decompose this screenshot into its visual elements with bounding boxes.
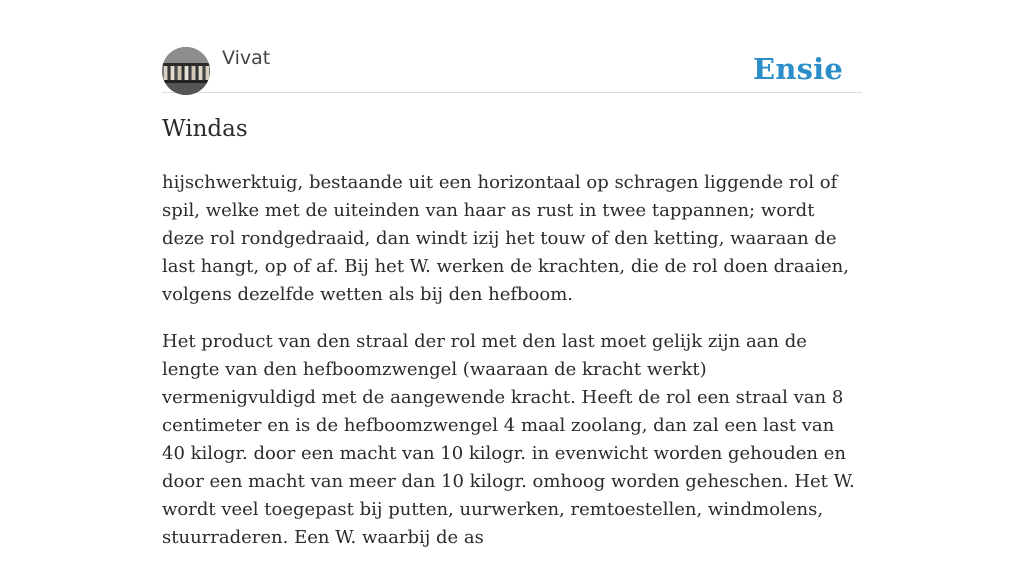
header [162, 46, 862, 93]
library-books-icon [162, 47, 210, 95]
paragraph: hijschwerktuig, bestaande uit een horizontaal op schragen liggende rol of spil, welke met de uiteinden van haar as rust in twee tappannen; wordt deze rol rondgedraaid, dan windt izij het touw of den ketting, waaraan de last hangt, op of af. Bij het W. werken de krachten, die de rol doen draaien, volgens dezelfde wetten als bij den hefboom. [162, 172, 849, 305]
brand-logo[interactable]: Ensie [753, 52, 843, 86]
paragraph: Het product van den straal der rol met den last moet gelijk zijn aan de lengte van den hefboomzwengel (waaraan de kracht werkt) vermenigvuldigd met de aangewende kracht. Heeft de rol een straal van 8 centimeter en is de hefboomzwengel 4 maal zoolang, dan zal een last van 40 kilogr. door een macht van 10 kilogr. in evenwicht worden gehouden en door een macht van meer dan 10 kilogr. omhoog worden geheschen. Het W. wordt veel toegepast bij putten, uurwerken, remtoestellen, windmolens, stuurraderen. Een W. waarbij de as [162, 331, 855, 548]
author-name[interactable]: Vivat [222, 47, 271, 69]
article-body [162, 169, 862, 571]
avatar[interactable] [162, 47, 210, 95]
page-title: Windas [162, 116, 248, 142]
page [162, 0, 862, 548]
